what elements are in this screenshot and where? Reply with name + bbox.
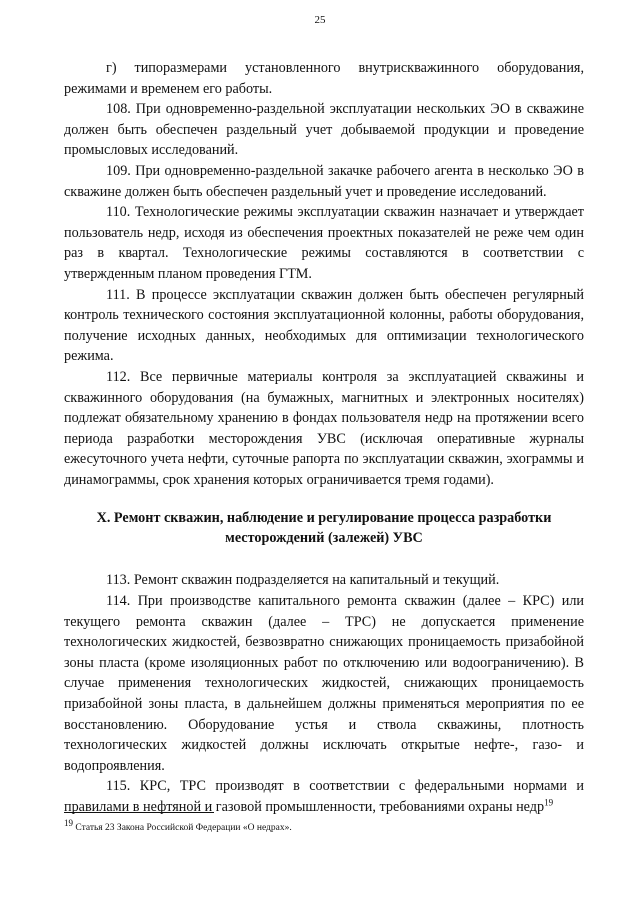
footnote [64, 817, 584, 834]
paragraph-110: 110. Технологические режимы эксплуатации скважин назначает и утверждает пользователь недр, исходя из обеспечения проектных показателей не реже чем один раз в квартал. Технологические режимы составляются в соответствии с утвержденным планом проведения ГТМ. [64, 204, 584, 282]
section-heading: X. Ремонт скважин, наблюдение и регулирование процесса разработки месторождений (залежей) УВС [96, 510, 552, 547]
paragraph-108: 108. При одновременно-раздельной эксплуатации нескольких ЭО в скважине должен быть обеспечен раздельный учет добываемой продукции и проведение промысловых исследований. [64, 101, 584, 159]
paragraph-114: 114. При производстве капитального ремонта скважин (далее – КРС) или текущего ремонта скважин (далее – ТРС) не допускается применение технологических жидкостей, безвозвратно снижающих проницаемость призабойной зоны пласта (кроме изоляционных работ по отключению или водоограничению). В случае применения технологических жидкостей, снижающих проницаемость призабойной зоны пласта, в дальнейшем должны применяться мероприятия по ее восстановлению. Оборудование устья и ствола скважины, плотность технологических жидкостей должны исключать открытые нефте-, газо- и водопроявления. [64, 593, 584, 774]
paragraph-112: 112. Все первичные материалы контроля за эксплуатацией скважины и скважинного оборудования (на бумажных, магнитных и электронных носителях) подлежат обязательному хранению в фондах пользователя недр на протяжении всего периода разработки месторождения УВС (исключая оперативные журналы ежесуточного учета нефти, суточные рапорта по эксплуатации скважин, эхограммы и динамограммы, срок хранения которых ограничивается тремя годами). [64, 368, 584, 488]
paragraph-111: 111. В процессе эксплуатации скважин должен быть обеспечен регулярный контроль технического состояния эксплуатационной колонны, работы оборудования, получение исходных данных, необходимых для оптимизации технологического режима. [64, 286, 584, 365]
footnote-marker: 19 [64, 817, 73, 828]
paragraph-115-text: 115. КРС, ТРС производят в соответствии с федеральными нормами и правилами в нефтяной и газовой промышленности, требованиями охраны недр [64, 778, 584, 815]
paragraph-item-g: г) типоразмерами установленного внутрискважинного оборудования, режимами и временем его работы. [64, 60, 584, 97]
footnote-divider [64, 812, 214, 813]
paragraph-109: 109. При одновременно-раздельной закачке рабочего агента в несколько ЭО в скважине должен быть обеспечен раздельный учет и проведение исследований. [64, 162, 584, 200]
page-number: 25 [314, 14, 326, 26]
paragraph-113: 113. Ремонт скважин подразделяется на капитальный и текущий. [106, 572, 500, 589]
footnote-text: Статья 23 Закона Российской Федерации «О недрах». [75, 823, 292, 833]
footnote-reference: 19 [544, 797, 554, 808]
document-body [64, 58, 584, 818]
